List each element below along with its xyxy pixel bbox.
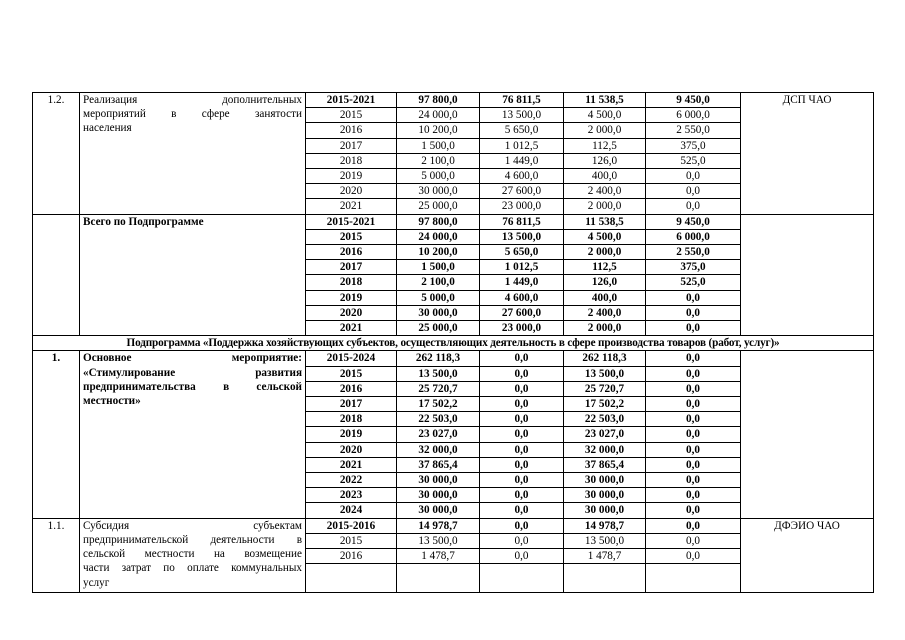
amount-cell: 112,5 [564, 260, 646, 275]
amount-cell: 27 600,0 [480, 305, 564, 320]
period-cell: 2015 [306, 366, 397, 381]
period-cell: 2021 [306, 457, 397, 472]
responsible-org [741, 351, 874, 518]
amount-cell: 30 000,0 [397, 184, 480, 199]
amount-cell: 22 503,0 [397, 412, 480, 427]
period-cell: 2015-2021 [306, 214, 397, 229]
description-word: «Стимулирование [83, 366, 176, 379]
amount-cell: 2 100,0 [397, 153, 480, 168]
total-label: Всего по Подпрограмме [80, 214, 306, 336]
amount-cell: 0,0 [646, 457, 741, 472]
amount-cell: 0,0 [480, 549, 564, 564]
period-cell: 2021 [306, 321, 397, 336]
amount-cell: 0,0 [646, 305, 741, 320]
amount-cell: 126,0 [564, 275, 646, 290]
description-line [83, 519, 302, 533]
period-cell: 2015 [306, 533, 397, 548]
amount-cell: 11 538,5 [564, 93, 646, 108]
amount-cell: 126,0 [564, 153, 646, 168]
description-word: местности» [83, 395, 141, 408]
description-word: развития [255, 366, 302, 379]
description-word: предпринимательской [83, 533, 189, 546]
period-cell: 2017 [306, 260, 397, 275]
empty-cell [480, 564, 564, 593]
description-line [83, 380, 302, 394]
amount-cell: 0,0 [646, 427, 741, 442]
period-cell: 2015-2024 [306, 351, 397, 366]
amount-cell: 23 000,0 [480, 321, 564, 336]
row-number [33, 214, 80, 336]
period-cell: 2019 [306, 290, 397, 305]
amount-cell: 76 811,5 [480, 93, 564, 108]
amount-cell: 0,0 [646, 518, 741, 533]
period-cell: 2020 [306, 305, 397, 320]
amount-cell: 2 550,0 [646, 245, 741, 260]
period-cell: 2018 [306, 275, 397, 290]
amount-cell: 5 000,0 [397, 169, 480, 184]
amount-cell: 4 500,0 [564, 229, 646, 244]
amount-cell: 30 000,0 [397, 503, 480, 518]
description-word: сельской [256, 380, 302, 393]
amount-cell: 30 000,0 [564, 473, 646, 488]
responsible-org: ДФЭИО ЧАО [741, 518, 874, 593]
amount-cell: 17 502,2 [564, 397, 646, 412]
row-number: 1.2. [33, 93, 80, 215]
description-word: Основное [83, 352, 132, 365]
amount-cell: 0,0 [646, 549, 741, 564]
description-word: населения [83, 122, 132, 135]
description-word: Реализация [83, 94, 138, 106]
amount-cell: 13 500,0 [397, 366, 480, 381]
amount-cell: 1 012,5 [480, 138, 564, 153]
amount-cell: 23 027,0 [397, 427, 480, 442]
amount-cell: 4 600,0 [480, 169, 564, 184]
amount-cell: 14 978,7 [397, 518, 480, 533]
amount-cell: 0,0 [480, 381, 564, 396]
period-cell: 2018 [306, 153, 397, 168]
empty-cell [306, 564, 397, 593]
amount-cell: 30 000,0 [564, 488, 646, 503]
description-word: на [213, 548, 225, 561]
description-word: коммунальных [231, 562, 302, 575]
amount-cell: 25 720,7 [397, 381, 480, 396]
amount-cell: 400,0 [564, 290, 646, 305]
amount-cell: 2 000,0 [564, 245, 646, 260]
amount-cell: 23 000,0 [480, 199, 564, 214]
amount-cell: 0,0 [646, 351, 741, 366]
amount-cell: 262 118,3 [564, 351, 646, 366]
amount-cell: 1 500,0 [397, 260, 480, 275]
amount-cell: 2 000,0 [564, 123, 646, 138]
amount-cell: 525,0 [646, 275, 741, 290]
period-cell: 2017 [306, 397, 397, 412]
amount-cell: 13 500,0 [480, 108, 564, 123]
description-word: возмещение [244, 548, 302, 561]
amount-cell: 375,0 [646, 260, 741, 275]
amount-cell: 0,0 [646, 397, 741, 412]
description-word: сфере [201, 108, 230, 121]
amount-cell: 0,0 [646, 412, 741, 427]
table-row [33, 336, 874, 351]
amount-cell: 0,0 [646, 381, 741, 396]
amount-cell: 0,0 [646, 366, 741, 381]
amount-cell: 37 865,4 [564, 457, 646, 472]
description-word: в [171, 108, 177, 121]
amount-cell: 24 000,0 [397, 108, 480, 123]
amount-cell: 13 500,0 [397, 533, 480, 548]
period-cell: 2021 [306, 199, 397, 214]
period-cell: 2016 [306, 245, 397, 260]
table-row [33, 214, 874, 229]
amount-cell: 9 450,0 [646, 214, 741, 229]
period-cell: 2016 [306, 549, 397, 564]
amount-cell: 5 650,0 [480, 245, 564, 260]
amount-cell: 30 000,0 [397, 473, 480, 488]
amount-cell: 0,0 [480, 473, 564, 488]
amount-cell: 9 450,0 [646, 93, 741, 108]
amount-cell: 1 478,7 [564, 549, 646, 564]
description-word: сельской [83, 548, 126, 561]
table-row [33, 351, 874, 366]
amount-cell: 30 000,0 [564, 503, 646, 518]
amount-cell: 11 538,5 [564, 214, 646, 229]
amount-cell: 25 000,0 [397, 199, 480, 214]
amount-cell: 0,0 [480, 488, 564, 503]
amount-cell: 1 449,0 [480, 153, 564, 168]
amount-cell: 5 650,0 [480, 123, 564, 138]
amount-cell: 97 800,0 [397, 214, 480, 229]
description-line [83, 93, 302, 107]
period-cell: 2024 [306, 503, 397, 518]
amount-cell: 0,0 [480, 442, 564, 457]
period-cell: 2015-2021 [306, 93, 397, 108]
row-description [80, 93, 306, 215]
amount-cell: 0,0 [480, 518, 564, 533]
empty-cell [564, 564, 646, 593]
description-word: в [296, 533, 302, 546]
description-word: мероприятий [83, 108, 146, 121]
period-cell: 2022 [306, 473, 397, 488]
description-line [83, 533, 302, 547]
period-cell: 2018 [306, 412, 397, 427]
amount-cell: 0,0 [480, 351, 564, 366]
description-word: дополнительных [222, 94, 302, 106]
description-word: мероприятие: [231, 352, 302, 365]
row-number: 1. [33, 351, 80, 518]
period-cell: 2015 [306, 229, 397, 244]
period-cell: 2023 [306, 488, 397, 503]
amount-cell: 2 000,0 [564, 199, 646, 214]
description-word: предпринимательства [83, 380, 196, 393]
description-line [83, 561, 302, 575]
table-row [33, 518, 874, 533]
amount-cell: 0,0 [480, 457, 564, 472]
amount-cell: 2 550,0 [646, 123, 741, 138]
description-word: местности [144, 548, 195, 561]
amount-cell: 1 500,0 [397, 138, 480, 153]
row-number: 1.1. [33, 518, 80, 593]
amount-cell: 10 200,0 [397, 245, 480, 260]
amount-cell: 0,0 [646, 184, 741, 199]
amount-cell: 0,0 [646, 473, 741, 488]
amount-cell: 0,0 [646, 199, 741, 214]
description-line [83, 366, 302, 380]
amount-cell: 0,0 [480, 397, 564, 412]
amount-cell: 14 978,7 [564, 518, 646, 533]
empty-cell [397, 564, 480, 593]
description-word: по [163, 562, 175, 575]
amount-cell: 10 200,0 [397, 123, 480, 138]
row-description [80, 351, 306, 518]
amount-cell: 400,0 [564, 169, 646, 184]
row-description [80, 518, 306, 593]
amount-cell: 17 502,2 [397, 397, 480, 412]
amount-cell: 22 503,0 [564, 412, 646, 427]
amount-cell: 1 449,0 [480, 275, 564, 290]
description-line [83, 576, 302, 590]
period-cell: 2015 [306, 108, 397, 123]
amount-cell: 262 118,3 [397, 351, 480, 366]
period-cell: 2015-2016 [306, 518, 397, 533]
table-row [33, 93, 874, 108]
amount-cell: 27 600,0 [480, 184, 564, 199]
empty-cell [646, 564, 741, 593]
description-line [83, 121, 302, 135]
description-line [83, 547, 302, 561]
description-line [83, 351, 302, 365]
amount-cell: 5 000,0 [397, 290, 480, 305]
period-cell: 2016 [306, 123, 397, 138]
amount-cell: 4 600,0 [480, 290, 564, 305]
description-word: Субсидия [83, 519, 130, 532]
description-word: занятости [254, 108, 302, 121]
amount-cell: 13 500,0 [564, 533, 646, 548]
description-word: оплате [187, 562, 219, 575]
amount-cell: 2 000,0 [564, 321, 646, 336]
amount-cell: 4 500,0 [564, 108, 646, 123]
amount-cell: 0,0 [646, 169, 741, 184]
amount-cell: 525,0 [646, 153, 741, 168]
amount-cell: 6 000,0 [646, 229, 741, 244]
amount-cell: 97 800,0 [397, 93, 480, 108]
amount-cell: 30 000,0 [397, 488, 480, 503]
description-word: деятельности [210, 533, 275, 546]
amount-cell: 32 000,0 [564, 442, 646, 457]
amount-cell: 0,0 [480, 503, 564, 518]
amount-cell: 375,0 [646, 138, 741, 153]
description-word: затрат [121, 562, 151, 575]
amount-cell: 24 000,0 [397, 229, 480, 244]
amount-cell: 30 000,0 [397, 305, 480, 320]
responsible-org: ДСП ЧАО [741, 93, 874, 215]
amount-cell: 25 000,0 [397, 321, 480, 336]
amount-cell: 0,0 [646, 533, 741, 548]
amount-cell: 0,0 [480, 366, 564, 381]
description-word: части [83, 562, 110, 575]
subprogram-title: Подпрограмма «Поддержка хозяйствующих субъектов, осуществляющих деятельность в сфере производства товаров (работ, услуг)» [33, 336, 874, 351]
amount-cell: 0,0 [646, 503, 741, 518]
amount-cell: 25 720,7 [564, 381, 646, 396]
amount-cell: 32 000,0 [397, 442, 480, 457]
amount-cell: 23 027,0 [564, 427, 646, 442]
description-word: услуг [83, 576, 110, 589]
amount-cell: 0,0 [646, 488, 741, 503]
amount-cell: 2 400,0 [564, 184, 646, 199]
amount-cell: 0,0 [480, 427, 564, 442]
amount-cell: 0,0 [646, 321, 741, 336]
amount-cell: 13 500,0 [564, 366, 646, 381]
period-cell: 2017 [306, 138, 397, 153]
amount-cell: 76 811,5 [480, 214, 564, 229]
amount-cell: 37 865,4 [397, 457, 480, 472]
amount-cell: 13 500,0 [480, 229, 564, 244]
amount-cell: 1 478,7 [397, 549, 480, 564]
budget-table [32, 92, 874, 593]
responsible-org [741, 214, 874, 336]
description-line [83, 107, 302, 121]
amount-cell: 6 000,0 [646, 108, 741, 123]
amount-cell: 0,0 [480, 533, 564, 548]
period-cell: 2016 [306, 381, 397, 396]
description-line [83, 394, 302, 408]
amount-cell: 0,0 [646, 290, 741, 305]
description-word: в [223, 380, 230, 393]
period-cell: 2020 [306, 442, 397, 457]
amount-cell: 112,5 [564, 138, 646, 153]
period-cell: 2019 [306, 169, 397, 184]
amount-cell: 2 400,0 [564, 305, 646, 320]
description-word: субъектам [253, 519, 302, 532]
period-cell: 2019 [306, 427, 397, 442]
amount-cell: 2 100,0 [397, 275, 480, 290]
amount-cell: 1 012,5 [480, 260, 564, 275]
amount-cell: 0,0 [480, 412, 564, 427]
period-cell: 2020 [306, 184, 397, 199]
amount-cell: 0,0 [646, 442, 741, 457]
